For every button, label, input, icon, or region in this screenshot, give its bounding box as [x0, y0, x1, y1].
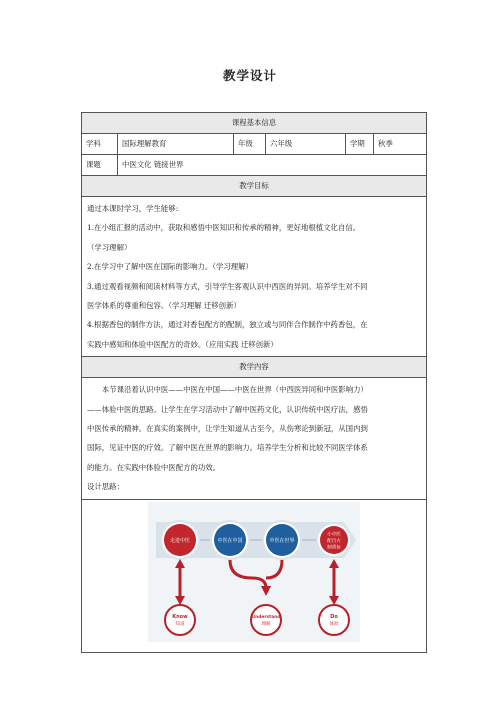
outcome-label-cn: 理解 — [261, 621, 271, 627]
topic-row — [82, 155, 427, 176]
outcome-label-en: Know — [172, 613, 188, 620]
objective-line: 医学体系的尊重和包容。（学习理解 迁移创新） — [87, 301, 241, 311]
term-label: 学期 — [346, 134, 374, 155]
flow-node-label: 中医在世界 — [269, 537, 295, 544]
flow-node-label: 配百方 — [327, 538, 341, 544]
flow-node-label: 制香包 — [327, 545, 341, 551]
outcome-label-cn: 体验 — [329, 621, 339, 627]
flow-node-label: 走进中医 — [169, 537, 191, 544]
content-cell — [82, 378, 427, 499]
grade-value: 六年级 — [266, 134, 346, 155]
term-value: 秋季 — [374, 134, 427, 155]
content-line: 中医传承的精神。在真实的案例中，让学生知道从古至今，从伤寒论到新冠，从国内到 — [87, 424, 368, 434]
basic-info-header: 课程基本信息 — [82, 113, 427, 134]
outcome-circle — [251, 605, 281, 635]
content-line: ——体验中医的思路。让学生在学习活动中了解中医药文化，认识传统中医疗法，感悟 — [87, 404, 368, 414]
content-header: 教学内容 — [82, 357, 427, 378]
objectives-cell — [82, 197, 427, 357]
objectives-header-row — [82, 176, 427, 197]
design-label: 设计思路： — [87, 482, 124, 492]
topic-value: 中医文化 链接世界 — [118, 155, 427, 176]
content-line: 国际，见证中医的疗效。了解中医在世界的影响力。培养学生分析和比较不同医学体系 — [87, 443, 368, 453]
teaching-flow-diagram — [148, 502, 360, 642]
outcome-label-en: Do — [330, 613, 338, 620]
subject-label: 学科 — [82, 134, 118, 155]
objective-line: 4.根据香包的制作方法，通过对香包配方的配制，独立或与同伴合作制作中药香包，在 — [87, 320, 368, 330]
outcome-label-cn: 知道 — [175, 621, 185, 627]
diagram-row — [82, 499, 427, 652]
topic-label: 课题 — [82, 155, 118, 176]
basic-info-header-row — [82, 113, 427, 134]
outcome-label-en: Understand — [251, 614, 281, 620]
subject-value: 国际理解教育 — [118, 134, 234, 155]
content-line: 本节课沿着认识中医——中医在中国——中医在世界（中西医异同和中医影响力） — [101, 385, 368, 395]
lesson-plan-table — [81, 112, 427, 653]
outcome-circle — [319, 605, 349, 635]
objective-line: （学习理解） — [87, 242, 132, 252]
flow-node-label: 中医在中国 — [217, 537, 243, 544]
objective-line: 通过本课时学习，学生能够: — [87, 204, 179, 213]
basic-info-row — [82, 134, 427, 155]
objectives-header: 教学目标 — [82, 176, 427, 197]
diagram-cell — [82, 499, 427, 652]
content-header-row — [82, 357, 427, 378]
objective-line: 1.在小组汇报的活动中，获取和感悟中医知识和传承的精神，更好地根植文化自信。 — [87, 223, 361, 233]
objective-line: 3.通过观看视频和阅读材料等方式，引导学生客观认识中西医的异同。培养学生对不同 — [87, 281, 368, 291]
grade-label: 年级 — [234, 134, 266, 155]
objective-line: 2.在学习中了解中医在国际的影响力。（学习理解） — [87, 262, 253, 272]
page-title: 教学设计 — [222, 68, 277, 83]
objective-line: 实践中感知和体验中医配方的奇妙。（应用实践 迁移创新） — [87, 339, 278, 349]
outcome-circle — [165, 605, 195, 635]
content-row — [82, 378, 427, 499]
flow-node-label: 小中医 — [327, 532, 341, 538]
objectives-row — [82, 197, 427, 357]
content-line: 的能力。在实践中体验中医配方的功效。 — [87, 462, 221, 472]
